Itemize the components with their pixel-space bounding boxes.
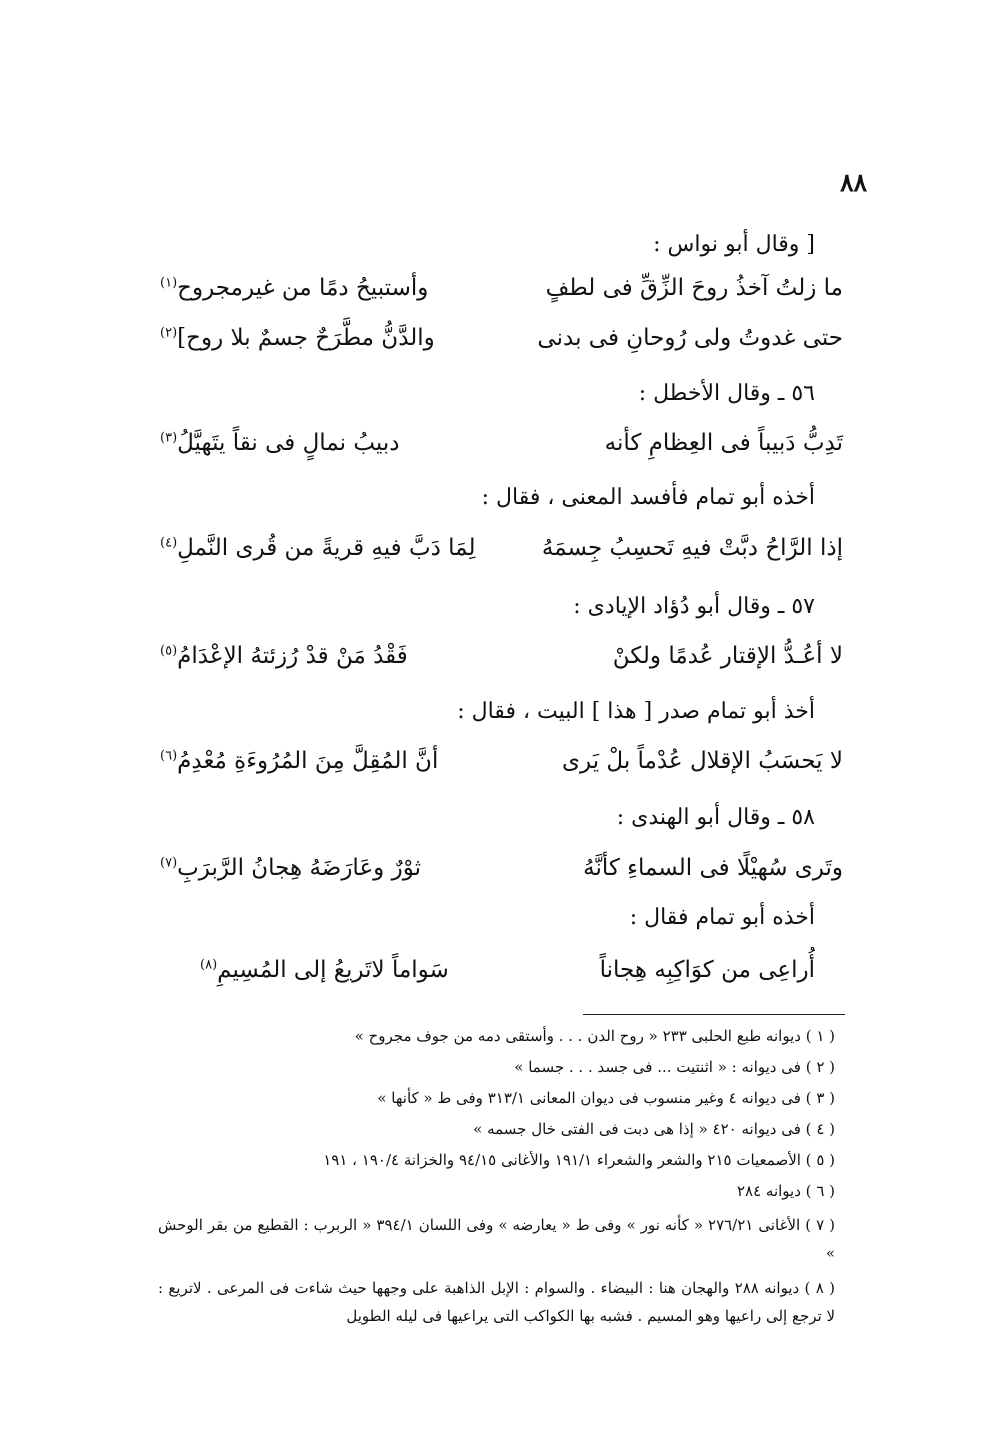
footnote: ( ١ ) ديوانه طبع الحلبى ٢٣٣ « روح الدن . . . وأستقى دمه من جوف مجروح »: [354, 1027, 835, 1045]
page-number: ٨٨: [840, 168, 867, 197]
footnote-marker: (٢): [160, 325, 178, 341]
verse-second-text: دبيبُ نمالٍ فى نقاً يتَهيَّلُ: [177, 430, 400, 456]
verse-first-hemistich: تَدِبُّ دَبيباً فى العِظامِ كأنه: [604, 430, 843, 456]
verse-second-hemistich: [160, 325, 435, 351]
footnote-marker: (٦): [160, 748, 178, 764]
verse-second-text: فَقْدُ مَنْ قدْ رُزئتهُ الإعْدَامُ: [177, 643, 408, 669]
footnote-marker: (٤): [160, 535, 178, 551]
verse-line: [160, 325, 843, 351]
footnote: ( ٤ ) فى ديوانه ٤٢٠ « إذا هى دبت فى الفتى خال جسمه »: [473, 1120, 835, 1138]
intro-line: ٥٨ ـ وقال أبو الهندى :: [616, 805, 815, 830]
footnote-marker: (٥): [160, 643, 178, 659]
intro-line: ٥٦ ـ وقال الأخطل :: [638, 381, 815, 406]
footnote-marker: (٨): [200, 957, 218, 973]
verse-second-text: أنَّ المُقِلَّ مِنَ المُرُوءَةِ مُعْدِمُ: [177, 748, 439, 774]
verse-second-text: ثوْرٌ وعَارَضَهُ هِجانُ الرَّبرَبِ: [177, 855, 421, 881]
verse-line: [160, 275, 843, 301]
verse-line: [160, 430, 843, 456]
verse-second-hemistich: [200, 957, 449, 983]
verse-second-text: سَواماً لاتَريعُ إلى المُسِيمِ: [217, 957, 449, 983]
footnote-marker: (١): [160, 275, 178, 291]
verse-second-hemistich: [160, 855, 421, 881]
footnote: ( ٣ ) فى ديوانه ٤ وغير منسوب فى ديوان المعانى ٣١٣/١ وفى ط « كأنها »: [377, 1089, 835, 1107]
verse-second-text: وأستبيحُ دمًا من غيرمجروح: [177, 275, 429, 301]
verse-first-hemistich: أُراعِى من كوَاكِبِه هِجاناً: [599, 957, 815, 983]
verse-first-hemistich: لا أعُـدُّ الإقتار عُدمًا ولكنْ: [612, 643, 843, 669]
verse-line: [160, 535, 843, 561]
footnote: ( ٢ ) فى ديوانه : « اثنتيت ... فى جسد . . . جسما »: [514, 1058, 835, 1076]
verse-second-text: والدَّنُّ مطَّرَحٌ جسمٌ بلا روح]: [177, 325, 435, 351]
footnote-marker: (٧): [160, 855, 178, 871]
footnote: ( ٨ ) ديوانه ٢٨٨ والهجان هنا : البيضاء . والسوام : الإبل الذاهبة على وجهها حيث شاءت فى المرعى . لاتريع : لا ترجع إلى راعيها وهو المسيم . فشبه بها الكواكب التى يراعيها فى ليله الطويل: [158, 1279, 835, 1325]
footnote-marker: (٣): [160, 430, 178, 446]
intro-line: [ وقال أبو نواس :: [653, 232, 815, 257]
verse-second-hemistich: [160, 643, 408, 669]
footnote: ( ٥ ) الأصمعيات ٢١٥ والشعر والشعراء ١٩١/١ والأغانى ٩٤/١٥ والخزانة ١٩٠/٤ ، ١٩١: [323, 1151, 835, 1169]
verse-second-text: لِمَا دَبَّ فيهِ قريةً من قُرى النَّملِ: [177, 535, 476, 561]
footnote: ( ٦ ) ديوانه ٢٨٤: [736, 1182, 835, 1200]
verse-line: [200, 957, 815, 983]
verse-first-hemistich: لا يَحسَبُ الإقلال عُدْماً بلْ يَرى: [562, 748, 843, 774]
intro-line: أخذه أبو تمام فأفسد المعنى ، فقال :: [481, 485, 815, 510]
verse-line: [160, 748, 843, 774]
intro-line: أخذ أبو تمام صدر [ هذا ] البيت ، فقال :: [457, 699, 815, 724]
verse-second-hemistich: [160, 535, 475, 561]
verse-first-hemistich: وتَرى سُهيْلًا فى السماءِ كأنَّهُ: [583, 855, 843, 881]
verse-second-hemistich: [160, 748, 438, 774]
verse-first-hemistich: إذا الرَّاحُ دبَّتْ فيهِ تَحسِبُ جِسمَهُ: [541, 535, 843, 561]
verse-second-hemistich: [160, 430, 399, 456]
verse-second-hemistich: [160, 275, 428, 301]
intro-line: ٥٧ ـ وقال أبو دُؤاد الإيادى :: [573, 594, 815, 619]
verse-first-hemistich: حتى غدوتُ ولى رُوحانِ فى بدنى: [537, 325, 843, 351]
verse-line: [160, 855, 843, 881]
verse-line: [160, 643, 843, 669]
intro-line: أخذه أبو تمام فقال :: [629, 905, 815, 930]
verse-first-hemistich: ما زلتُ آخذُ روحَ الزِّقِّ فى لطفٍ: [545, 275, 843, 301]
footnote-divider: [583, 1014, 845, 1015]
footnote: ( ٧ ) الأغانى ٢٧٦/٢١ « كأنه نور » وفى ط « يعارضه » وفى اللسان ٣٩٤/١ « الربرب : القطيع من بقر الوحش »: [158, 1216, 835, 1262]
